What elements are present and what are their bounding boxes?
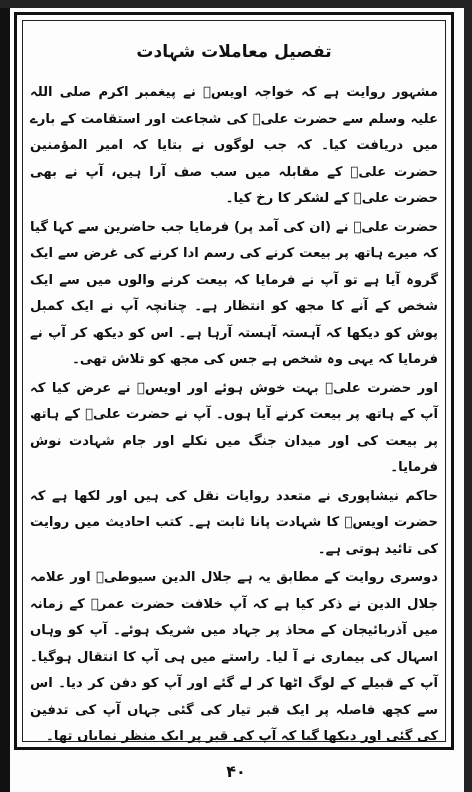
scan-edge-right bbox=[464, 0, 472, 792]
page-content bbox=[30, 30, 438, 744]
paragraph-5: دوسری روایت کے مطابق یہ ہے جلال الدین سیوطیؒ اور علامہ جلال الدین نے ذکر کیا ہے کہ آپ خلافت حضرت عمرؓ کے زمانہ میں آذربائیجان کے محاذ پر جہاد میں شریک ہوئے۔ آپ کو وہاں اسہال کی بیماری نے آ لیا۔ راستے میں ہی آپ کا انتقال ہوگیا۔ آپ کے قبیلے کے لوگ اٹھا کر لے گئے اور آپ کو دفن کر دیا۔ اس سے کچھ فاصلہ پر ایک قبر تیار کی گئی جہاں آپ کی تدفین کی گئی اور دیکھا گیا کہ آپ کی قبر پر ایک منظر نمایاں تھا۔ bbox=[30, 570, 438, 744]
paragraph-1: مشہور روایت ہے کہ خواجہ اویسؓ نے پیغمبر اکرم صلی اللہ علیہ وسلم سے حضرت علیؓ کی شجاعت اور استقامت کے بارے میں دریافت کیا۔ کہ جب لوگوں نے بتایا کہ امیر المؤمنین حضرت علیؓ کے مقابلہ میں سب صف آرا ہیں، آپ نے بھی حضرت علیؓ کے لشکر کا رخ کیا۔ bbox=[30, 85, 438, 206]
scan-edge-top bbox=[0, 0, 472, 8]
paragraph-4: حاکم نیشاپوری نے متعدد روایات نقل کی ہیں اور لکھا ہے کہ حضرت اویسؓ کا شہادت پانا ثابت ہے۔ کتب احادیث میں روایت کی تائید ہوتی ہے۔ bbox=[30, 488, 438, 557]
page-title: تفصیل معاملات شہادت bbox=[136, 42, 332, 62]
scan-edge-left bbox=[0, 0, 10, 792]
paragraph-3: اور حضرت علیؓ بہت خوش ہوئے اور اویسؓ نے عرض کیا کہ آپ کے ہاتھ پر بیعت کرنے آیا ہوں۔ آپ نے حضرت علیؓ کے ہاتھ پر بیعت کی اور میدان جنگ میں نکلے اور جام شہادت نوش فرمایا۔ bbox=[30, 380, 438, 475]
paragraph-2: حضرت علیؓ نے (ان کی آمد پر) فرمایا جب حاضرین سے کہا گیا کہ میرے ہاتھ پر بیعت کرنے کی رسم ادا کرنے کی غرض سے ایک گروہ آیا ہے تو آپ نے فرمایا کہ بیعت کرنے والوں میں سے ایک شخص کے آنے کا مجھ کو انتظار ہے۔ چنانچہ آپ نے ایک کمبل پوش کو دیکھا کہ آہستہ آہستہ آرہا ہے۔ اس کو دیکھ کر آپ نے فرمایا کہ یہی وہ شخص ہے جس کی مجھ کو تلاش تھی۔ bbox=[30, 219, 438, 367]
page-number: ۴۰ bbox=[226, 762, 246, 781]
